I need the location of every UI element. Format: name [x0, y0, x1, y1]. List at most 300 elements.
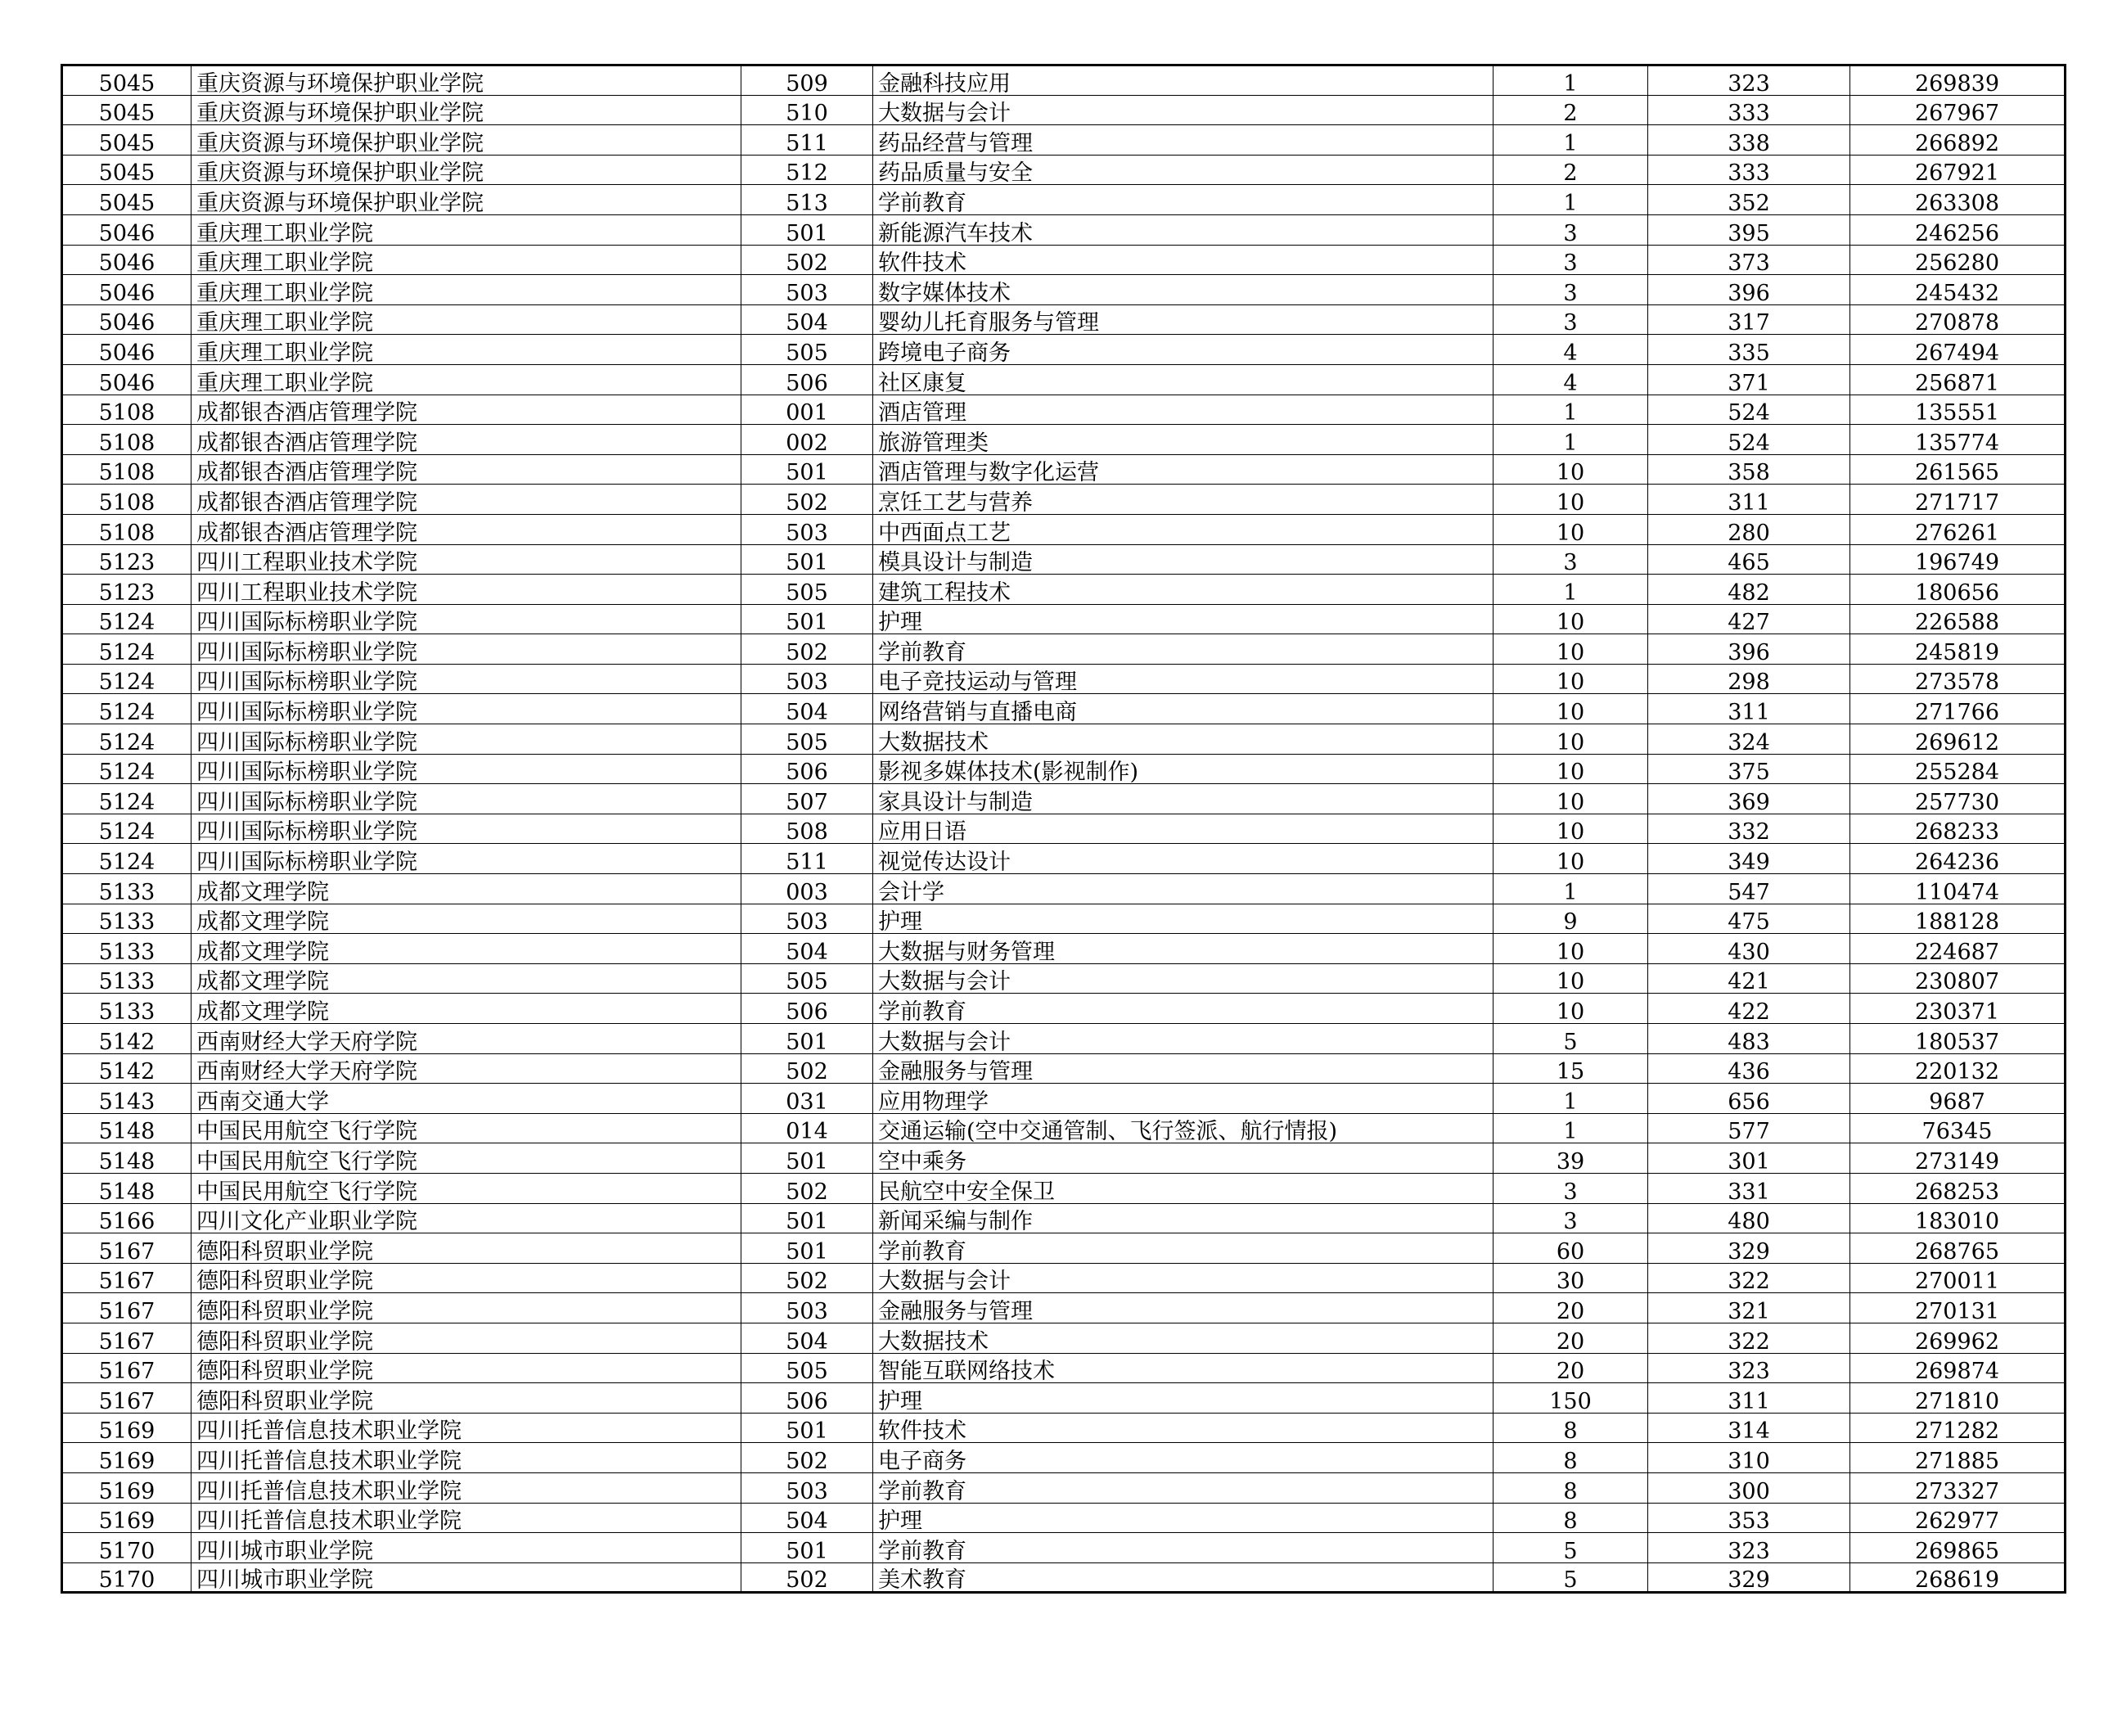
school-code-cell: 5124 [62, 784, 191, 814]
school-code-cell: 5167 [62, 1233, 191, 1264]
min-rank-cell: 230807 [1850, 963, 2066, 994]
school-code-cell: 5133 [62, 934, 191, 964]
school-code-cell: 5046 [62, 304, 191, 335]
school-name-cell: 四川城市职业学院 [191, 1533, 741, 1563]
min-score-cell: 311 [1648, 485, 1850, 515]
plan-count-cell: 20 [1494, 1293, 1648, 1323]
min-score-cell: 475 [1648, 904, 1850, 934]
min-score-cell: 323 [1648, 1353, 1850, 1383]
major-name-cell: 新能源汽车技术 [873, 214, 1494, 245]
plan-count-cell: 39 [1494, 1143, 1648, 1174]
school-code-cell: 5124 [62, 724, 191, 755]
min-rank-cell: 271717 [1850, 485, 2066, 515]
school-code-cell: 5167 [62, 1383, 191, 1414]
major-name-cell: 护理 [873, 1383, 1494, 1414]
table-row [62, 1024, 2066, 1054]
major-code-cell: 501 [741, 1233, 873, 1264]
school-name-cell: 西南财经大学天府学院 [191, 1024, 741, 1054]
min-rank-cell: 256280 [1850, 245, 2066, 275]
min-score-cell: 321 [1648, 1293, 1850, 1323]
min-rank-cell: 230371 [1850, 994, 2066, 1024]
min-score-cell: 338 [1648, 125, 1850, 156]
major-code-cell: 503 [741, 904, 873, 934]
min-rank-cell: 261565 [1850, 454, 2066, 485]
min-score-cell: 375 [1648, 754, 1850, 784]
major-name-cell: 电子竞技运动与管理 [873, 664, 1494, 694]
school-code-cell: 5108 [62, 454, 191, 485]
major-name-cell: 大数据与财务管理 [873, 934, 1494, 964]
school-name-cell: 成都文理学院 [191, 934, 741, 964]
min-score-cell: 421 [1648, 963, 1850, 994]
major-code-cell: 505 [741, 1353, 873, 1383]
major-name-cell: 酒店管理 [873, 395, 1494, 425]
min-score-cell: 430 [1648, 934, 1850, 964]
school-name-cell: 四川城市职业学院 [191, 1562, 741, 1593]
major-code-cell: 511 [741, 844, 873, 874]
major-name-cell: 烹饪工艺与营养 [873, 485, 1494, 515]
min-score-cell: 465 [1648, 544, 1850, 575]
min-rank-cell: 135551 [1850, 395, 2066, 425]
major-code-cell: 502 [741, 1053, 873, 1084]
major-code-cell: 502 [741, 485, 873, 515]
school-code-cell: 5169 [62, 1443, 191, 1473]
school-code-cell: 5133 [62, 963, 191, 994]
major-code-cell: 505 [741, 575, 873, 605]
min-score-cell: 323 [1648, 1533, 1850, 1563]
min-rank-cell: 269874 [1850, 1353, 2066, 1383]
school-name-cell: 德阳科贸职业学院 [191, 1323, 741, 1353]
major-code-cell: 501 [741, 1413, 873, 1443]
min-score-cell: 427 [1648, 604, 1850, 634]
table-row [62, 814, 2066, 844]
school-code-cell: 5046 [62, 245, 191, 275]
major-code-cell: 003 [741, 874, 873, 904]
plan-count-cell: 10 [1494, 604, 1648, 634]
major-code-cell: 502 [741, 1562, 873, 1593]
plan-count-cell: 5 [1494, 1562, 1648, 1593]
school-code-cell: 5170 [62, 1562, 191, 1593]
major-name-cell: 金融科技应用 [873, 65, 1494, 96]
school-name-cell: 重庆理工职业学院 [191, 245, 741, 275]
table-row [62, 125, 2066, 156]
table-row [62, 155, 2066, 185]
major-code-cell: 511 [741, 125, 873, 156]
major-name-cell: 跨境电子商务 [873, 335, 1494, 365]
plan-count-cell: 10 [1494, 724, 1648, 755]
min-rank-cell: 267494 [1850, 335, 2066, 365]
major-code-cell: 502 [741, 245, 873, 275]
min-rank-cell: 180656 [1850, 575, 2066, 605]
min-rank-cell: 263308 [1850, 185, 2066, 215]
min-score-cell: 480 [1648, 1203, 1850, 1233]
school-code-cell: 5045 [62, 155, 191, 185]
school-name-cell: 德阳科贸职业学院 [191, 1353, 741, 1383]
plan-count-cell: 8 [1494, 1503, 1648, 1533]
min-score-cell: 311 [1648, 1383, 1850, 1414]
table-row [62, 1383, 2066, 1414]
table-row [62, 1413, 2066, 1443]
min-rank-cell: 220132 [1850, 1053, 2066, 1084]
min-score-cell: 333 [1648, 95, 1850, 125]
school-name-cell: 四川国际标榜职业学院 [191, 844, 741, 874]
school-code-cell: 5108 [62, 425, 191, 455]
school-name-cell: 西南交通大学 [191, 1084, 741, 1114]
min-score-cell: 349 [1648, 844, 1850, 874]
school-name-cell: 重庆资源与环境保护职业学院 [191, 155, 741, 185]
school-name-cell: 重庆资源与环境保护职业学院 [191, 185, 741, 215]
major-name-cell: 中西面点工艺 [873, 514, 1494, 544]
min-score-cell: 422 [1648, 994, 1850, 1024]
major-code-cell: 503 [741, 1293, 873, 1323]
school-code-cell: 5167 [62, 1293, 191, 1323]
plan-count-cell: 4 [1494, 364, 1648, 395]
min-score-cell: 311 [1648, 694, 1850, 724]
min-score-cell: 280 [1648, 514, 1850, 544]
min-rank-cell: 273327 [1850, 1472, 2066, 1503]
major-name-cell: 交通运输(空中交通管制、飞行签派、航行情报) [873, 1113, 1494, 1143]
school-name-cell: 四川国际标榜职业学院 [191, 784, 741, 814]
plan-count-cell: 3 [1494, 214, 1648, 245]
table-row [62, 874, 2066, 904]
school-name-cell: 四川国际标榜职业学院 [191, 604, 741, 634]
plan-count-cell: 15 [1494, 1053, 1648, 1084]
table-row [62, 95, 2066, 125]
school-name-cell: 中国民用航空飞行学院 [191, 1113, 741, 1143]
plan-count-cell: 3 [1494, 245, 1648, 275]
major-name-cell: 护理 [873, 1503, 1494, 1533]
plan-count-cell: 5 [1494, 1024, 1648, 1054]
plan-count-cell: 3 [1494, 544, 1648, 575]
school-code-cell: 5123 [62, 544, 191, 575]
school-name-cell: 成都银杏酒店管理学院 [191, 514, 741, 544]
major-name-cell: 数字媒体技术 [873, 275, 1494, 305]
school-name-cell: 中国民用航空飞行学院 [191, 1173, 741, 1203]
school-code-cell: 5143 [62, 1084, 191, 1114]
school-name-cell: 四川工程职业技术学院 [191, 544, 741, 575]
table-row [62, 784, 2066, 814]
min-score-cell: 373 [1648, 245, 1850, 275]
school-name-cell: 成都银杏酒店管理学院 [191, 485, 741, 515]
min-score-cell: 317 [1648, 304, 1850, 335]
min-rank-cell: 273578 [1850, 664, 2066, 694]
table-row [62, 1472, 2066, 1503]
school-name-cell: 四川国际标榜职业学院 [191, 814, 741, 844]
table-row [62, 1323, 2066, 1353]
table-row [62, 1233, 2066, 1264]
school-code-cell: 5148 [62, 1173, 191, 1203]
school-code-cell: 5108 [62, 395, 191, 425]
school-name-cell: 成都银杏酒店管理学院 [191, 395, 741, 425]
plan-count-cell: 8 [1494, 1443, 1648, 1473]
major-name-cell: 智能互联网络技术 [873, 1353, 1494, 1383]
min-rank-cell: 266892 [1850, 125, 2066, 156]
school-code-cell: 5142 [62, 1024, 191, 1054]
school-code-cell: 5124 [62, 844, 191, 874]
min-rank-cell: 270131 [1850, 1293, 2066, 1323]
table-row [62, 1113, 2066, 1143]
school-code-cell: 5133 [62, 874, 191, 904]
table-row [62, 1203, 2066, 1233]
min-rank-cell: 135774 [1850, 425, 2066, 455]
plan-count-cell: 10 [1494, 634, 1648, 665]
table-row [62, 1443, 2066, 1473]
major-code-cell: 510 [741, 95, 873, 125]
min-rank-cell: 271810 [1850, 1383, 2066, 1414]
major-name-cell: 大数据技术 [873, 724, 1494, 755]
min-score-cell: 301 [1648, 1143, 1850, 1174]
major-code-cell: 505 [741, 963, 873, 994]
major-code-cell: 503 [741, 664, 873, 694]
table-row [62, 1533, 2066, 1563]
table-row [62, 604, 2066, 634]
major-code-cell: 504 [741, 1323, 873, 1353]
major-code-cell: 506 [741, 754, 873, 784]
major-code-cell: 502 [741, 1443, 873, 1473]
admission-table [61, 64, 2066, 1594]
min-rank-cell: 245432 [1850, 275, 2066, 305]
major-code-cell: 503 [741, 275, 873, 305]
table-row [62, 664, 2066, 694]
table-row [62, 245, 2066, 275]
school-code-cell: 5124 [62, 634, 191, 665]
min-rank-cell: 245819 [1850, 634, 2066, 665]
school-code-cell: 5169 [62, 1472, 191, 1503]
min-rank-cell: 273149 [1850, 1143, 2066, 1174]
school-code-cell: 5142 [62, 1053, 191, 1084]
major-name-cell: 软件技术 [873, 245, 1494, 275]
table-row [62, 575, 2066, 605]
major-name-cell: 大数据技术 [873, 1323, 1494, 1353]
school-name-cell: 成都文理学院 [191, 874, 741, 904]
school-code-cell: 5108 [62, 485, 191, 515]
school-name-cell: 四川国际标榜职业学院 [191, 754, 741, 784]
school-name-cell: 重庆理工职业学院 [191, 214, 741, 245]
major-name-cell: 酒店管理与数字化运营 [873, 454, 1494, 485]
plan-count-cell: 1 [1494, 874, 1648, 904]
major-name-cell: 家具设计与制造 [873, 784, 1494, 814]
school-name-cell: 德阳科贸职业学院 [191, 1383, 741, 1414]
min-score-cell: 547 [1648, 874, 1850, 904]
major-code-cell: 001 [741, 395, 873, 425]
plan-count-cell: 1 [1494, 1113, 1648, 1143]
major-code-cell: 501 [741, 214, 873, 245]
min-rank-cell: 271885 [1850, 1443, 2066, 1473]
min-score-cell: 482 [1648, 575, 1850, 605]
school-name-cell: 四川国际标榜职业学院 [191, 694, 741, 724]
major-name-cell: 旅游管理类 [873, 425, 1494, 455]
plan-count-cell: 60 [1494, 1233, 1648, 1264]
major-code-cell: 513 [741, 185, 873, 215]
major-name-cell: 新闻采编与制作 [873, 1203, 1494, 1233]
major-code-cell: 501 [741, 1533, 873, 1563]
table-row [62, 1353, 2066, 1383]
major-name-cell: 金融服务与管理 [873, 1053, 1494, 1084]
min-rank-cell: 268233 [1850, 814, 2066, 844]
table-row [62, 1562, 2066, 1593]
plan-count-cell: 20 [1494, 1353, 1648, 1383]
min-rank-cell: 269962 [1850, 1323, 2066, 1353]
major-name-cell: 大数据与会计 [873, 1263, 1494, 1293]
plan-count-cell: 2 [1494, 95, 1648, 125]
school-name-cell: 重庆理工职业学院 [191, 304, 741, 335]
school-name-cell: 德阳科贸职业学院 [191, 1293, 741, 1323]
school-name-cell: 西南财经大学天府学院 [191, 1053, 741, 1084]
min-rank-cell: 9687 [1850, 1084, 2066, 1114]
plan-count-cell: 10 [1494, 485, 1648, 515]
table-row [62, 934, 2066, 964]
plan-count-cell: 10 [1494, 454, 1648, 485]
table-row [62, 754, 2066, 784]
min-rank-cell: 268253 [1850, 1173, 2066, 1203]
table-row [62, 1173, 2066, 1203]
school-name-cell: 重庆资源与环境保护职业学院 [191, 125, 741, 156]
min-rank-cell: 269839 [1850, 65, 2066, 96]
min-score-cell: 314 [1648, 1413, 1850, 1443]
min-score-cell: 483 [1648, 1024, 1850, 1054]
major-code-cell: 506 [741, 1383, 873, 1414]
min-score-cell: 333 [1648, 155, 1850, 185]
school-code-cell: 5124 [62, 664, 191, 694]
table-row [62, 304, 2066, 335]
school-name-cell: 四川文化产业职业学院 [191, 1203, 741, 1233]
table-row [62, 214, 2066, 245]
plan-count-cell: 5 [1494, 1533, 1648, 1563]
plan-count-cell: 3 [1494, 275, 1648, 305]
school-name-cell: 四川托普信息技术职业学院 [191, 1503, 741, 1533]
major-name-cell: 美术教育 [873, 1562, 1494, 1593]
school-code-cell: 5167 [62, 1263, 191, 1293]
school-code-cell: 5170 [62, 1533, 191, 1563]
plan-count-cell: 10 [1494, 844, 1648, 874]
major-name-cell: 药品经营与管理 [873, 125, 1494, 156]
school-code-cell: 5166 [62, 1203, 191, 1233]
table-row [62, 1143, 2066, 1174]
school-name-cell: 四川国际标榜职业学院 [191, 634, 741, 665]
min-rank-cell: 267967 [1850, 95, 2066, 125]
min-rank-cell: 271282 [1850, 1413, 2066, 1443]
table-row [62, 963, 2066, 994]
major-name-cell: 学前教育 [873, 1472, 1494, 1503]
min-score-cell: 300 [1648, 1472, 1850, 1503]
table-row [62, 1503, 2066, 1533]
major-name-cell: 婴幼儿托育服务与管理 [873, 304, 1494, 335]
table-row [62, 364, 2066, 395]
major-code-cell: 504 [741, 304, 873, 335]
min-score-cell: 396 [1648, 275, 1850, 305]
min-rank-cell: 269865 [1850, 1533, 2066, 1563]
min-score-cell: 353 [1648, 1503, 1850, 1533]
school-code-cell: 5169 [62, 1503, 191, 1533]
major-code-cell: 507 [741, 784, 873, 814]
min-rank-cell: 257730 [1850, 784, 2066, 814]
major-code-cell: 506 [741, 994, 873, 1024]
major-code-cell: 502 [741, 1173, 873, 1203]
plan-count-cell: 3 [1494, 304, 1648, 335]
major-name-cell: 金融服务与管理 [873, 1293, 1494, 1323]
min-score-cell: 352 [1648, 185, 1850, 215]
min-rank-cell: 262977 [1850, 1503, 2066, 1533]
major-name-cell: 电子商务 [873, 1443, 1494, 1473]
school-code-cell: 5167 [62, 1323, 191, 1353]
min-rank-cell: 269612 [1850, 724, 2066, 755]
table-row [62, 1263, 2066, 1293]
min-score-cell: 656 [1648, 1084, 1850, 1114]
major-code-cell: 002 [741, 425, 873, 455]
major-code-cell: 508 [741, 814, 873, 844]
school-name-cell: 四川国际标榜职业学院 [191, 724, 741, 755]
plan-count-cell: 10 [1494, 754, 1648, 784]
min-rank-cell: 264236 [1850, 844, 2066, 874]
min-rank-cell: 276261 [1850, 514, 2066, 544]
min-score-cell: 329 [1648, 1233, 1850, 1264]
school-code-cell: 5124 [62, 604, 191, 634]
plan-count-cell: 20 [1494, 1323, 1648, 1353]
school-name-cell: 重庆资源与环境保护职业学院 [191, 65, 741, 96]
plan-count-cell: 10 [1494, 514, 1648, 544]
major-name-cell: 大数据与会计 [873, 1024, 1494, 1054]
school-code-cell: 5045 [62, 125, 191, 156]
major-name-cell: 空中乘务 [873, 1143, 1494, 1174]
major-code-cell: 501 [741, 604, 873, 634]
table-row [62, 544, 2066, 575]
major-code-cell: 502 [741, 1263, 873, 1293]
min-score-cell: 371 [1648, 364, 1850, 395]
plan-count-cell: 1 [1494, 125, 1648, 156]
min-score-cell: 358 [1648, 454, 1850, 485]
min-rank-cell: 267921 [1850, 155, 2066, 185]
min-rank-cell: 270878 [1850, 304, 2066, 335]
school-code-cell: 5123 [62, 575, 191, 605]
table-body [62, 65, 2066, 1593]
major-code-cell: 504 [741, 934, 873, 964]
min-score-cell: 335 [1648, 335, 1850, 365]
min-rank-cell: 180537 [1850, 1024, 2066, 1054]
min-score-cell: 324 [1648, 724, 1850, 755]
table-row [62, 904, 2066, 934]
school-code-cell: 5169 [62, 1413, 191, 1443]
school-code-cell: 5046 [62, 214, 191, 245]
min-score-cell: 436 [1648, 1053, 1850, 1084]
school-name-cell: 四川托普信息技术职业学院 [191, 1413, 741, 1443]
major-name-cell: 护理 [873, 904, 1494, 934]
major-name-cell: 大数据与会计 [873, 95, 1494, 125]
table-row [62, 1053, 2066, 1084]
school-code-cell: 5124 [62, 814, 191, 844]
major-name-cell: 学前教育 [873, 1533, 1494, 1563]
school-name-cell: 重庆理工职业学院 [191, 275, 741, 305]
major-code-cell: 512 [741, 155, 873, 185]
major-code-cell: 031 [741, 1084, 873, 1114]
major-code-cell: 504 [741, 1503, 873, 1533]
school-code-cell: 5148 [62, 1143, 191, 1174]
plan-count-cell: 9 [1494, 904, 1648, 934]
table-row [62, 395, 2066, 425]
school-name-cell: 中国民用航空飞行学院 [191, 1143, 741, 1174]
table-row [62, 724, 2066, 755]
min-score-cell: 329 [1648, 1562, 1850, 1593]
major-name-cell: 影视多媒体技术(影视制作) [873, 754, 1494, 784]
major-code-cell: 509 [741, 65, 873, 96]
plan-count-cell: 2 [1494, 155, 1648, 185]
min-score-cell: 369 [1648, 784, 1850, 814]
school-name-cell: 成都银杏酒店管理学院 [191, 425, 741, 455]
min-rank-cell: 188128 [1850, 904, 2066, 934]
plan-count-cell: 1 [1494, 575, 1648, 605]
major-name-cell: 学前教育 [873, 634, 1494, 665]
major-name-cell: 模具设计与制造 [873, 544, 1494, 575]
plan-count-cell: 10 [1494, 963, 1648, 994]
plan-count-cell: 10 [1494, 784, 1648, 814]
